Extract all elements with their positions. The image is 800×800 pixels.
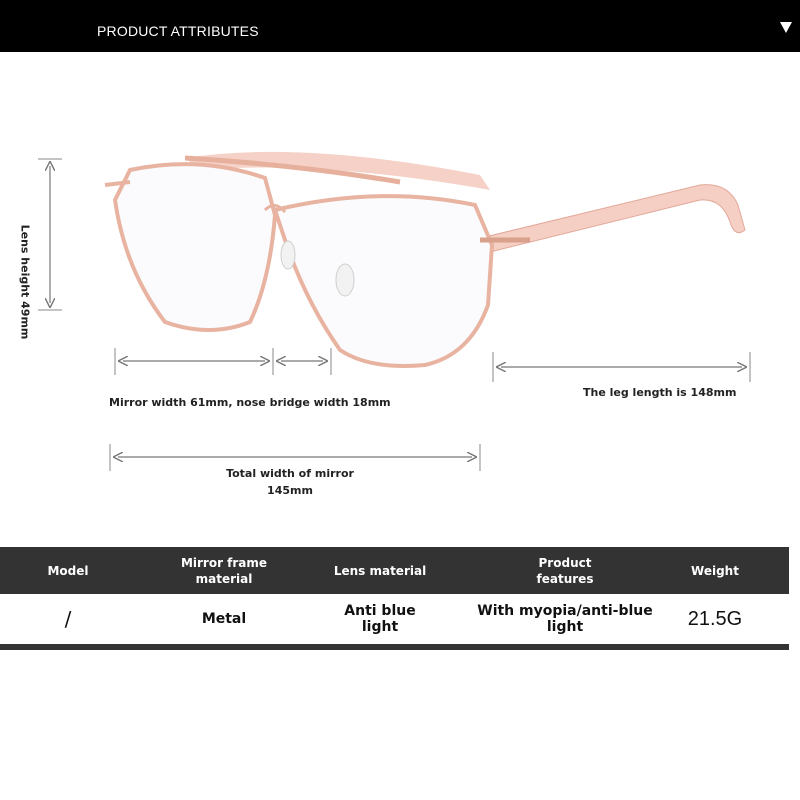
cell-frame-material: Metal (201, 611, 247, 627)
header-model: Model (47, 563, 89, 578)
left-lens (115, 164, 275, 330)
nose-pad-left (281, 241, 295, 269)
table-row (0, 594, 789, 650)
right-lens (275, 196, 492, 366)
cell-product-features: With myopia/anti-blue light (477, 603, 653, 635)
triangle-down-icon[interactable] (780, 22, 792, 33)
section-title: PRODUCT ATTRIBUTES (97, 23, 259, 39)
lens-height-label: Lens height 49mm (18, 224, 32, 340)
table-header-row (0, 547, 789, 594)
header-product-features: Product features (536, 555, 594, 586)
total-width-label (226, 465, 354, 499)
attributes-table (0, 547, 789, 650)
mirror-bridge-label: Mirror width 61mm, nose bridge width 18mm (109, 396, 391, 409)
total-width-line2: 145mm (267, 484, 313, 497)
leg-length-label: The leg length is 148mm (583, 386, 737, 399)
header-bar (0, 0, 800, 52)
header-frame-material: Mirror frame material (180, 555, 268, 586)
header-weight: Weight (691, 563, 739, 578)
nose-pad-right (336, 264, 354, 296)
glasses-illustration (0, 52, 800, 542)
cell-model: / (64, 607, 72, 631)
header-lens-material: Lens material (333, 563, 427, 578)
cell-weight: 21.5G (687, 607, 743, 630)
total-width-line1: Total width of mirror (226, 467, 354, 480)
glasses-diagram (0, 52, 800, 542)
cell-lens-material: Anti blue light (344, 603, 416, 635)
